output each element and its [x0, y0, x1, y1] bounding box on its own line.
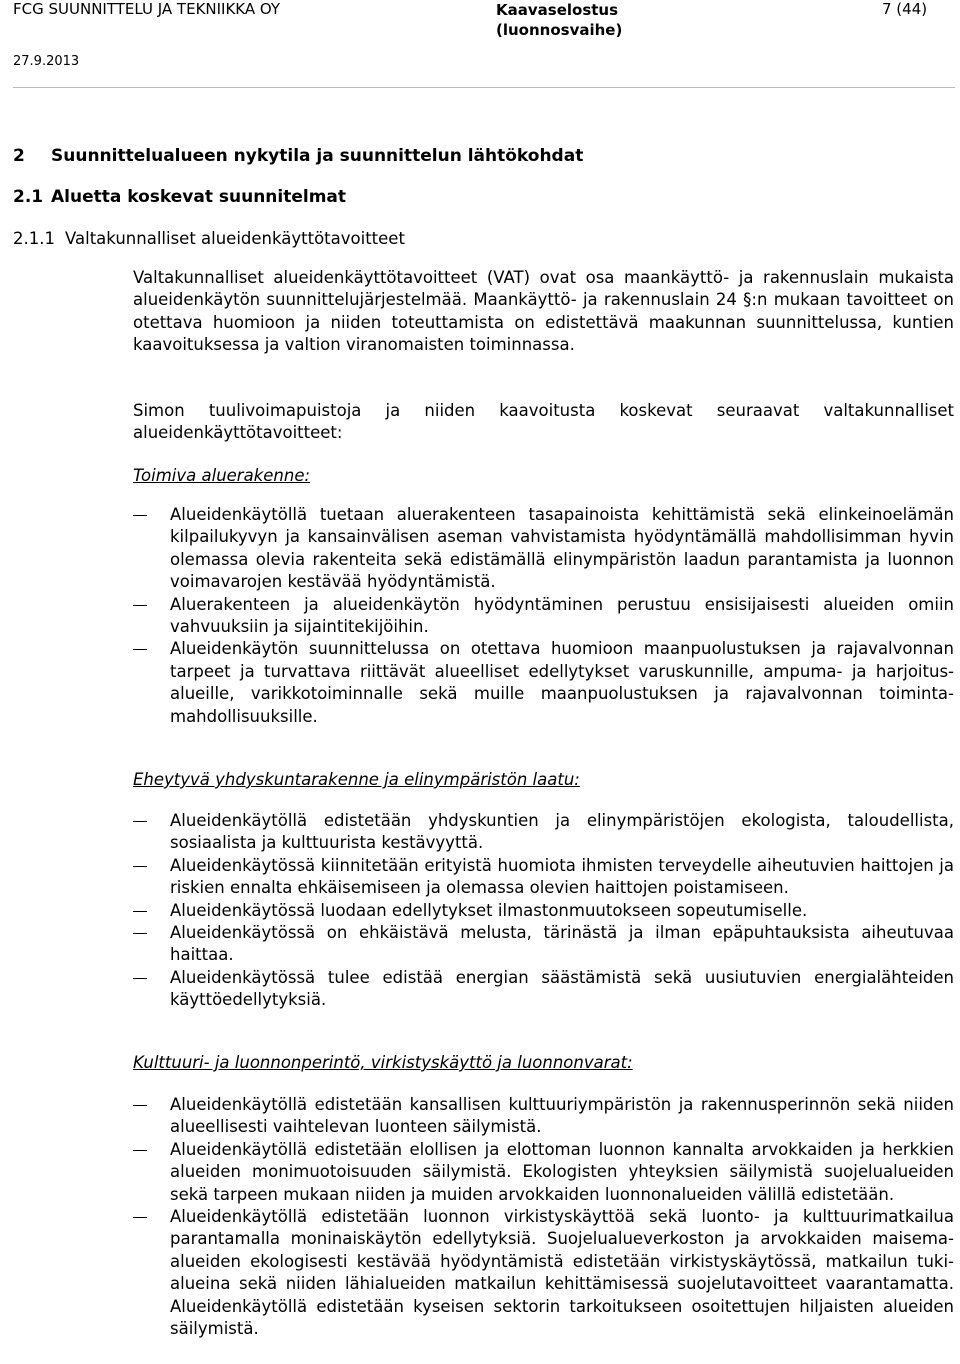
section-number: 2	[13, 146, 25, 166]
goal-list-aluerakenne	[133, 504, 954, 728]
organization-name: FCG SUUNNITTELU JA TEKNIIKKA OY	[13, 0, 281, 18]
dash-bullet	[133, 605, 147, 606]
subheading-toimiva-aluerakenne: Toimiva aluerakenne:	[133, 466, 311, 485]
subheading-yhdyskuntarakenne: Eheytyvä yhdyskuntarakenne ja elinympäristön laatu:	[133, 770, 580, 789]
section-number: 2.1	[13, 187, 44, 207]
goal-list-yhdyskuntarakenne	[133, 810, 954, 1012]
page-header	[0, 0, 960, 80]
dash-bullet	[133, 933, 147, 934]
section-heading-2-1-1	[13, 229, 405, 248]
dash-bullet	[133, 649, 147, 650]
dash-bullet	[133, 821, 147, 822]
header-divider	[13, 87, 955, 88]
dash-bullet	[133, 1105, 147, 1106]
dash-bullet	[133, 1217, 147, 1218]
list-item: Alueidenkäytössä kiinnitetään erityistä huomiota ihmisten terveydelle aiheutuvien haittojen ja riskien ennalta ehkäisemiseen ja olemassa olevien haittojen poistamiseen.	[133, 855, 954, 900]
list-item: Alueidenkäytön suunnittelussa on otettava huomioon maanpuolustuksen ja rajavalvonnan tarpeet ja turvattava riittävät alueelliset edellytykset varuskunnille, ampuma- ja harjoitus-alueille, varikkotoiminnalle sekä muille maanpuolustuksen ja rajavalvonnan toiminta-mahdollisuuksille.	[133, 638, 954, 728]
document-title-main: Kaavaselostus	[496, 1, 619, 19]
list-item: Alueidenkäytössä luodaan edellytykset ilmastonmuutokseen sopeutumiselle.	[133, 900, 954, 922]
document-date: 27.9.2013	[13, 54, 80, 69]
subheading-kulttuuri-luonnonperinto: Kulttuuri- ja luonnonperintö, virkistyskäyttö ja luonnonvarat:	[133, 1053, 633, 1072]
section-title: Aluetta koskevat suunnitelmat	[51, 187, 347, 207]
list-item: Alueidenkäytössä on ehkäistävä melusta, tärinästä ja ilman epäpuhtauksista aiheutuvaa haittaa.	[133, 922, 954, 967]
section-heading-2	[13, 146, 583, 166]
list-item: Alueidenkäytöllä edistetään kansallisen kulttuuriympäristön ja rakennusperinnön sekä niiden alueellisesti vaihtelevan luonteen säilymistä.	[133, 1094, 954, 1139]
dash-bullet	[133, 515, 147, 516]
list-item: Alueidenkäytössä tulee edistää energian säästämistä sekä uusiutuvien energialähteiden käyttöedellytyksiä.	[133, 967, 954, 1012]
section-title: Valtakunnalliset alueidenkäyttötavoitteet	[65, 229, 405, 248]
dash-bullet	[133, 866, 147, 867]
dash-bullet	[133, 911, 147, 912]
section-title: Suunnittelualueen nykytila ja suunnittelun lähtökohdat	[51, 146, 584, 166]
list-item: Alueidenkäytöllä tuetaan aluerakenteen tasapainoista kehittämistä sekä elinkeinoelämän kilpailukyvyn ja kansainvälisen aseman vahvistamista hyödyntämällä mahdollisimman hyvin olemassa olevia rakenteita sekä edistämällä elinympäristön laadun parantamista ja luonnon voimavarojen kestävää hyödyntämistä.	[133, 504, 954, 594]
goal-list-kulttuuri	[133, 1094, 954, 1340]
list-item: Alueidenkäytöllä edistetään elollisen ja elottoman luonnon kannalta arvokkaiden ja herkkien alueiden monimuotoisuuden säilymistä. Ekologisten yhteyksien säilymistä suojelualueiden sekä tarpeen mukaan niiden ja muiden arvokkaiden luonnonalueiden välillä edistetään.	[133, 1139, 954, 1206]
paragraph-simo-goals: Simon tuulivoimapuistoja ja niiden kaavoitusta koskevat seuraavat valtakunnalliset alueidenkäyttötavoitteet:	[133, 401, 954, 443]
page-number: 7 (44)	[882, 0, 928, 18]
document-title-sub: (luonnosvaihe)	[496, 21, 623, 39]
paragraph-vat-intro: Valtakunnalliset alueidenkäyttötavoitteet (VAT) ovat osa maankäyttö- ja rakennuslain mukaista alueidenkäytön suunnittelujärjestelmää. Maankäyttö- ja rakennuslain 24 §:n mukaan tavoitteet on otettava huomioon ja niiden toteuttamista on edistettävä maakunnan suunnittelussa, kuntien kaavoituksessa ja valtion viranomaisten toiminnassa.	[133, 268, 954, 355]
dash-bullet	[133, 1150, 147, 1151]
dash-bullet	[133, 978, 147, 979]
document-title	[496, 0, 622, 40]
list-item: Alueidenkäytöllä edistetään luonnon virkistyskäyttöä sekä luonto- ja kulttuurimatkailua parantamalla moninaiskäytön edellytyksiä. Suojelualueverkoston ja arvokkaiden maisema-alueiden ekologisesti kestävää hyödyntämistä edistetään virkistyskäytössä, matkailun tuki-alueina sekä niiden lähialueiden matkailun kehittämisessä suojelutavoitteet vaarantamatta. Alueidenkäytöllä edistetään kyseisen sektorin tarkoitukseen osoitettujen hiljaisten alueiden säilymistä.	[133, 1206, 954, 1340]
list-item: Alueidenkäytöllä edistetään yhdyskuntien ja elinympäristöjen ekologista, taloudellista, sosiaalista ja kulttuurista kestävyyttä.	[133, 810, 954, 855]
section-heading-2-1	[13, 187, 346, 207]
section-number: 2.1.1	[13, 229, 55, 248]
list-item: Aluerakenteen ja alueidenkäytön hyödyntäminen perustuu ensisijaisesti alueiden omiin vahvuuksiin ja sijaintitekijöihin.	[133, 594, 954, 639]
